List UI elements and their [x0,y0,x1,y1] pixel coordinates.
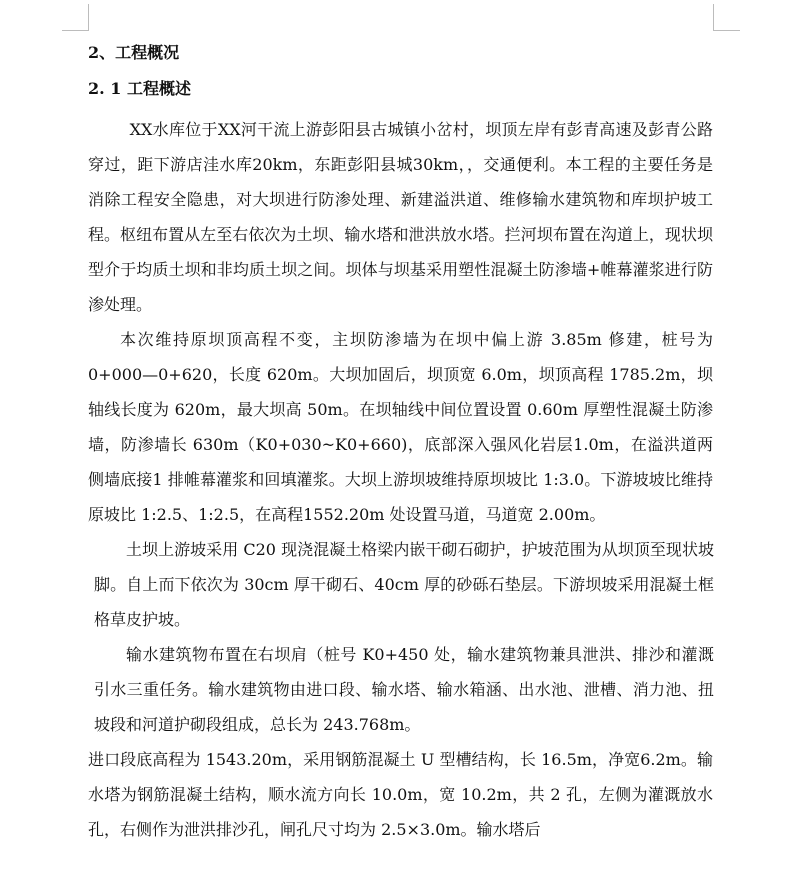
document-body [88,40,713,847]
subsection-heading: 2. 1 工程概述 [88,79,191,98]
paragraph-outlet-structure: 输水建筑物布置在右坝肩（桩号 K0+450 处，输水建筑物兼具泄洪、排沙和灌溉引水三重任务。输水建筑物由进口段、输水塔、输水箱涵、出水池、泄槽、消力池、扭坡段和河道护砌段组成，总长为 243.768m。 [94,645,714,734]
paragraph-inlet-section: 进口段底高程为 1543.20m，采用钢筋混凝土 U 型槽结构，长 16.5m，净宽6.2m。输水塔为钢筋混凝土结构，顺水流方向长 10.0m，宽 10.2m，共 2 孔，左侧为灌溉放水孔，右侧作为泄洪排沙孔，闸孔尺寸均为 2.5×3.0m。输水塔后 [88,750,713,839]
section-heading: 2、工程概况 [88,43,180,62]
margin-corner-mark-top-left [62,4,89,31]
paragraph-overview: XX水库位于XX河干流上游彭阳县古城镇小岔村，坝顶左岸有彭青高速及彭青公路穿过，距下游店洼水库20km，东距彭阳县城30km，，交通便利。本工程的主要任务是消除工程安全隐患，对大坝进行防渗处理、新建溢洪道、维修输水建筑物和库坝护坡工程。枢纽布置从左至右依次为土坝、输水塔和泄洪放水塔。拦河坝布置在沟道上，现状坝型介于均质土坝和非均质土坝之间。坝体与坝基采用塑性混凝土防渗墙+帷幕灌浆进行防渗处理。 [88,120,713,314]
paragraph-slope-protection: 土坝上游坡采用 C20 现浇混凝土格梁内嵌干砌石砌护，护坡范围为从坝顶至现状坡脚。自上而下依次为 30cm 厚干砌石、40cm 厚的砂砾石垫层。下游坝坡采用混凝土框格草皮护坡。 [94,540,714,629]
margin-corner-mark-top-right [713,4,740,31]
paragraph-dam: 本次维持原坝顶高程不变，主坝防渗墙为在坝中偏上游 3.85m 修建，桩号为 0+000—0+620，长度 620m。大坝加固后，坝顶宽 6.0m，坝顶高程 1785.2m，坝轴线长度为 620m，最大坝高 50m。在坝轴线中间位置设置 0.60m 厚塑性混凝土防渗墙，防渗墙长 630m（K0+030~K0+660)，底部深入强风化岩层1.0m，在溢洪道两侧墙底接1 排帷幕灌浆和回填灌浆。大坝上游坝坡维持原坝坡比 1:3.0。下游坡坡比维持原坡比 1:2.5、1:2.5，在高程1552.20m 处设置马道，马道宽 2.00m。 [88,330,713,524]
